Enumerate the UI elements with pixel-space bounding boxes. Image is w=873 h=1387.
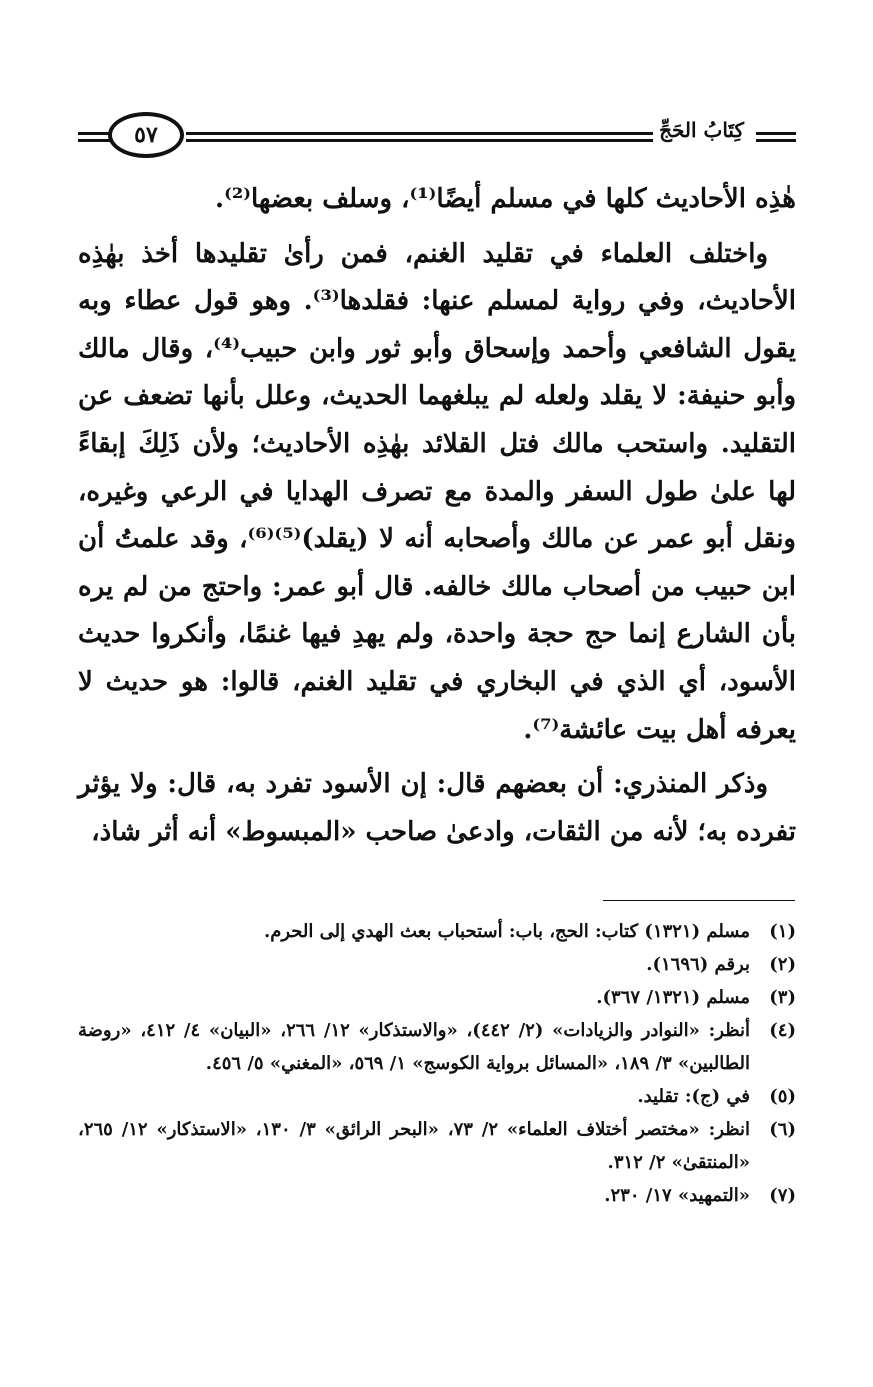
paragraph: وذكر المنذري: أن بعضهم قال: إن الأسود تفرد به، قال: ولا يؤثر تفرده به؛ لأنه من الثقات، وادعىٰ صاحب «المبسوط» أنه أثر شاذ، [78, 769, 796, 847]
footnote-text: مسلم (١٣٢١/ ٣٦٧). [596, 987, 750, 1008]
header-rule [756, 132, 796, 135]
footnote-text: انظر: «مختصر أختلاف العلماء» ٢/ ٧٣، «البحر الرائق» ٣/ ١٣٠، «الاستذكار» ١٢/ ٢٦٥، «المنتقىٰ» ٢/ ٣١٢. [78, 1119, 750, 1173]
footnote-number: (١) [769, 921, 796, 942]
running-title: كِتَابُ الحَجِّ [653, 118, 750, 142]
footnotes [78, 915, 796, 1212]
footnote-text: في (ج): تقليد. [637, 1086, 750, 1107]
footnote-number: (٢) [769, 954, 796, 975]
footnote-number: (٣) [769, 987, 796, 1008]
page-header [78, 112, 796, 162]
footnote [78, 1113, 796, 1179]
footnote [78, 915, 796, 948]
main-text [78, 176, 796, 863]
paragraph: هٰذِه الأحاديث كلها في مسلم أيضًا⁽¹⁾، وسلف بعضها⁽²⁾. [215, 184, 796, 214]
header-rule [756, 139, 796, 142]
footnote-text: أنظر: «النوادر والزيادات» (٢/ ٤٤٢)، «والاستذكار» ١٢/ ٢٦٦، «البيان» ٤/ ٤١٢، «روضة الطالبين» ٣/ ١٨٩، «المسائل برواية الكوسج» ١/ ٥٦٩، «المغني» ٥/ ٤٥٦. [78, 1020, 750, 1074]
footnote-separator [603, 900, 795, 901]
footnote-number: (٧) [769, 1185, 796, 1206]
footnote [78, 1014, 796, 1080]
footnote-number: (٥) [769, 1086, 796, 1107]
header-rule [186, 132, 716, 135]
footnote-text: برقم (١٦٩٦). [646, 954, 750, 975]
header-rule [78, 139, 110, 142]
footnote [78, 1179, 796, 1212]
footnote-number: (٦) [769, 1119, 796, 1140]
footnote [78, 948, 796, 981]
footnote-number: (٤) [769, 1020, 796, 1041]
footnote [78, 981, 796, 1014]
paragraph: واختلف العلماء في تقليد الغنم، فمن رأىٰ تقليدها أخذ بهٰذِه الأحاديث، وفي رواية لمسلم عنها: فقلدها⁽³⁾. وهو قول عطاء وبه يقول الشافعي وأحمد وإسحاق وأبو ثور وابن حبيب⁽⁴⁾، وقال مالك وأبو حنيفة: لا يقلد ولعله لم يبلغهما الحديث، وعلل بأنها تضعف عن التقليد. واستحب مالك فتل القلائد بهٰذِه الأحاديث؛ ولأن ذَلِكَ إبقاءً لها علىٰ طول السفر والمدة مع تصرف الهدايا في الرعي وغيره، ونقل أبو عمر عن مالك وأصحابه أنه لا (يقلد)⁽⁵⁾⁽⁶⁾، وقد علمتُ أن ابن حبيب من أصحاب مالك خالفه. قال أبو عمر: واحتج من لم يره بأن الشارع إنما حج حجة واحدة، ولم يهدِ فيها غنمًا، وأنكروا حديث الأسود، أي الذي في البخاري في تقليد الغنم، قالوا: هو حديث لا يعرفه أهل بيت عائشة⁽⁷⁾. [78, 238, 797, 745]
footnote [78, 1080, 796, 1113]
header-rule [186, 139, 716, 142]
footnote-text: «التمهيد» ١٧/ ٢٣٠. [604, 1185, 750, 1206]
footnote-text: مسلم (١٣٢١) كتاب: الحج، باب: أستحباب بعث الهدي إلى الحرم. [263, 921, 750, 942]
page-number: ٥٧ [108, 112, 184, 158]
header-rule [78, 132, 110, 135]
